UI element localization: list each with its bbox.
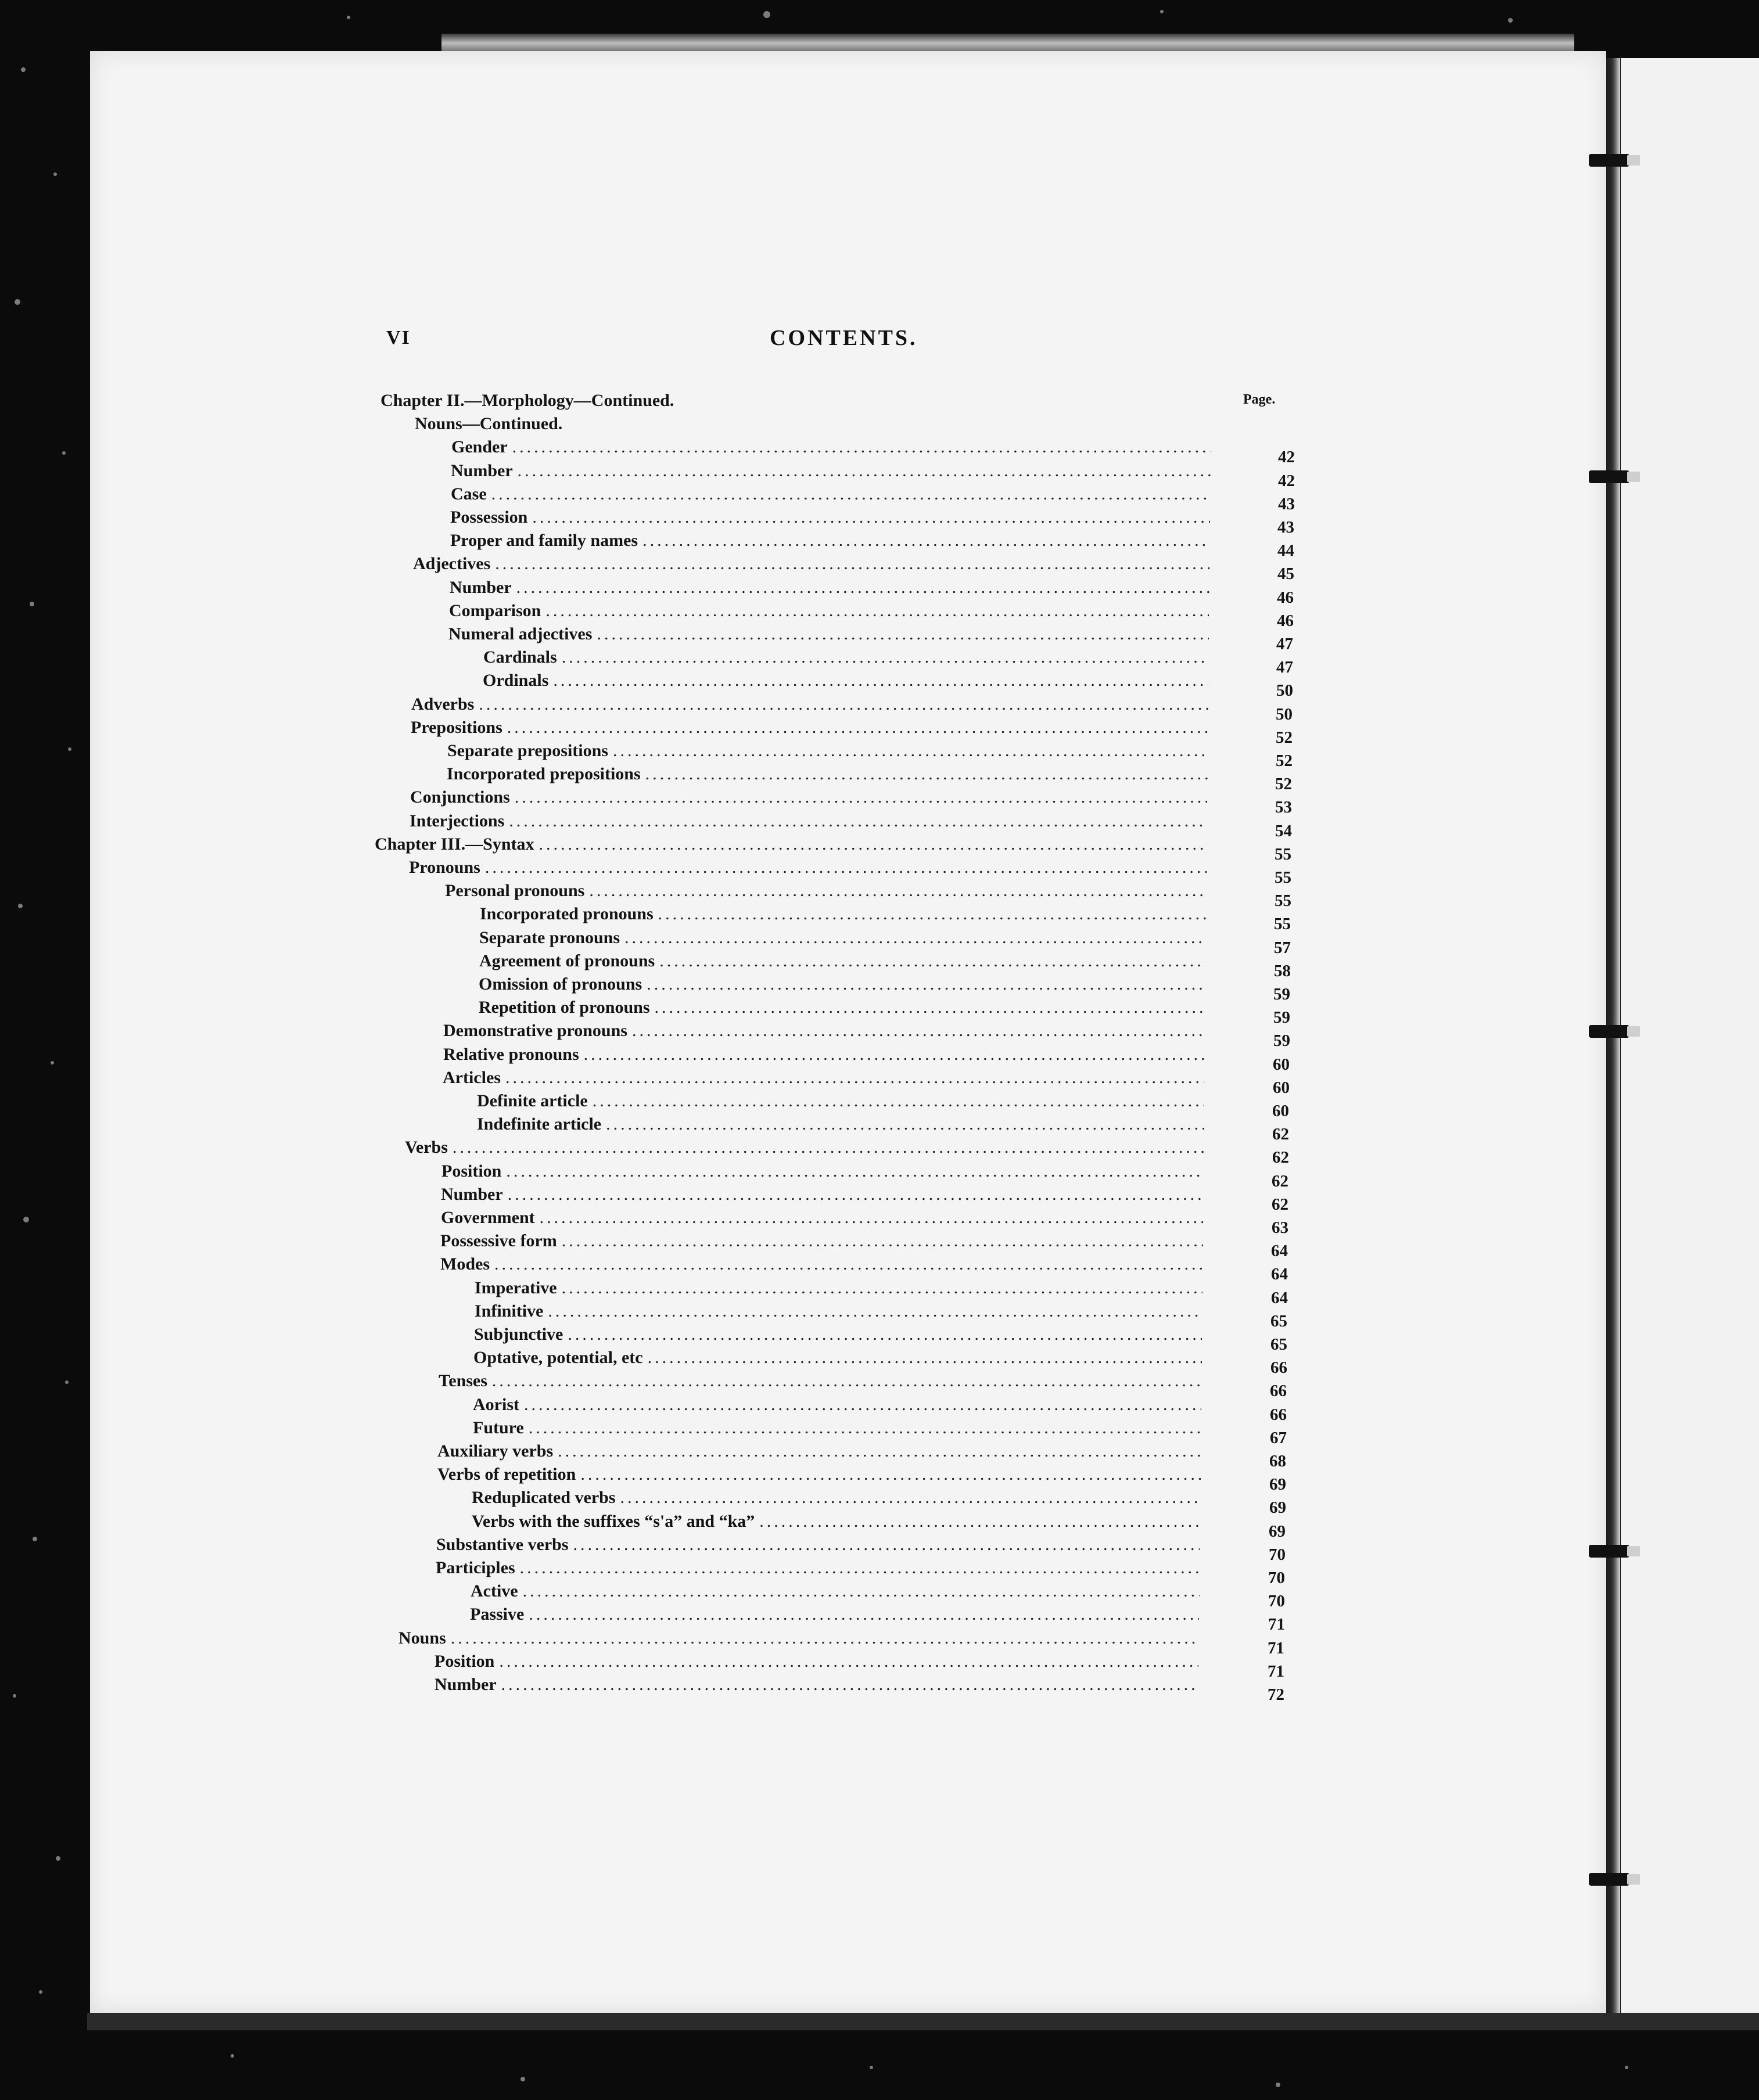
- toc-entry-label: Relative pronouns: [443, 1044, 579, 1064]
- dot-leader: [529, 1418, 1201, 1438]
- dot-leader: [645, 764, 1208, 784]
- dot-leader: [499, 1652, 1198, 1671]
- toc-entry-page: 69: [1269, 1498, 1286, 1518]
- toc-entry-page: 64: [1271, 1265, 1288, 1284]
- toc-entry: [450, 508, 1210, 531]
- toc-entry-label: Verbs with the suffixes “s'a” and “ka”: [472, 1511, 755, 1531]
- toc-entry-label: Verbs of repetition: [437, 1465, 576, 1484]
- toc-entry-page: 54: [1275, 821, 1292, 840]
- toc-entry-label: Participles: [436, 1558, 515, 1577]
- toc-entry-page: 42: [1278, 471, 1295, 490]
- toc-entry-label: Proper and family names: [450, 531, 638, 551]
- dot-leader: [529, 1605, 1199, 1624]
- toc-entry: [375, 835, 1207, 858]
- toc-entry-label: Nouns: [399, 1628, 446, 1648]
- toc-entry: [410, 811, 1207, 835]
- toc-entry: [443, 1021, 1205, 1044]
- toc-entry-page: 47: [1276, 658, 1293, 677]
- toc-entry-page: 62: [1272, 1125, 1289, 1144]
- toc-entry-label: Aorist: [473, 1394, 519, 1414]
- toc-entry-page: 53: [1275, 798, 1292, 817]
- toc-entry-label: Pronouns: [409, 858, 480, 877]
- toc-entry-label: Chapter II.—Morphology—Continued.: [380, 391, 674, 410]
- dot-leader: [553, 671, 1208, 691]
- dot-leader: [509, 811, 1207, 831]
- toc-entry-label: Ordinals: [483, 671, 549, 691]
- dot-leader: [512, 437, 1211, 457]
- toc-entry-page: 46: [1277, 588, 1294, 607]
- dot-leader: [548, 1301, 1202, 1321]
- dot-leader: [495, 554, 1209, 574]
- toc-entry-label: Demonstrative pronouns: [443, 1021, 627, 1041]
- toc-entry-page: 60: [1272, 1102, 1289, 1120]
- toc-entry-label: Optative, potential, etc: [473, 1348, 643, 1368]
- dot-leader: [539, 835, 1207, 854]
- toc-entry: [437, 1465, 1201, 1488]
- toc-entry-label: Possessive form: [440, 1231, 557, 1251]
- toc-entry-page: 65: [1270, 1335, 1287, 1354]
- toc-entry-page: 65: [1270, 1311, 1287, 1331]
- toc-entry-label: Nouns—Continued.: [415, 414, 563, 434]
- toc-entry-label: Position: [441, 1161, 502, 1181]
- dot-leader: [624, 928, 1206, 948]
- dot-leader: [523, 1581, 1200, 1601]
- toc-entry: [479, 951, 1205, 975]
- toc-entry-label: Conjunctions: [410, 788, 510, 807]
- toc-entry-label: Adjectives: [413, 554, 491, 574]
- toc-entry: [410, 788, 1207, 811]
- toc-entry-page: 50: [1276, 704, 1293, 724]
- toc-entry: [477, 1091, 1204, 1114]
- toc-entry-page: 71: [1268, 1662, 1284, 1681]
- toc-entry-page: 70: [1269, 1545, 1286, 1564]
- toc-entry: [475, 1301, 1202, 1325]
- toc-entry: [411, 718, 1208, 741]
- dot-leader: [642, 531, 1210, 551]
- toc-entry-page: 66: [1270, 1358, 1287, 1378]
- toc-entry-page: 70: [1268, 1569, 1285, 1587]
- toc-entry-page: 55: [1275, 891, 1291, 911]
- dot-leader: [613, 741, 1208, 761]
- dot-leader: [573, 1535, 1200, 1555]
- toc-entry-page: 62: [1272, 1171, 1288, 1191]
- dot-leader: [507, 718, 1208, 738]
- toc-entry-page: 59: [1273, 985, 1290, 1004]
- toc-entry: [475, 1278, 1202, 1301]
- dot-leader: [648, 1348, 1202, 1368]
- toc-entry: [436, 1558, 1200, 1581]
- toc-entry-page: 60: [1273, 1078, 1290, 1097]
- dot-leader: [584, 1045, 1205, 1065]
- dot-leader: [580, 1465, 1200, 1484]
- toc-entry: [479, 928, 1206, 951]
- toc-entry: [436, 1535, 1200, 1558]
- toc-entry-page: 46: [1277, 611, 1294, 630]
- dot-leader: [532, 508, 1210, 527]
- toc-entry: [472, 1512, 1200, 1535]
- toc-entry: [441, 1208, 1203, 1231]
- toc-entry: [440, 1254, 1202, 1278]
- dot-leader: [558, 1441, 1201, 1461]
- toc-entry-label: Future: [473, 1418, 524, 1437]
- toc-entry-page: 66: [1270, 1405, 1287, 1424]
- dot-leader: [479, 695, 1208, 714]
- toc-entry: [479, 975, 1205, 998]
- toc-entry-label: Cardinals: [483, 648, 557, 667]
- toc-entry: [439, 1371, 1201, 1394]
- toc-entry: [411, 695, 1208, 718]
- toc-entry-page: 45: [1277, 564, 1294, 584]
- toc-entry: [447, 741, 1208, 764]
- dot-leader: [589, 881, 1206, 901]
- dot-leader: [518, 461, 1211, 481]
- toc-entry: [483, 671, 1208, 694]
- toc-entry-label: Substantive verbs: [436, 1534, 569, 1554]
- page-title: CONTENTS.: [770, 326, 918, 350]
- toc-entry-page: 57: [1274, 938, 1291, 957]
- toc-entry: [415, 414, 1211, 437]
- dot-leader: [491, 484, 1211, 504]
- toc-entry: [474, 1325, 1202, 1348]
- toc-entry-label: Verbs: [405, 1138, 448, 1157]
- toc-entry-page: 55: [1275, 844, 1291, 864]
- toc-entry-page: 62: [1272, 1195, 1288, 1214]
- toc-entry-label: Modes: [440, 1254, 490, 1274]
- toc-entry-page: 52: [1275, 775, 1292, 794]
- toc-entry-page: 59: [1273, 1031, 1290, 1051]
- dot-leader: [647, 975, 1205, 994]
- dot-leader: [540, 1208, 1203, 1228]
- toc-entry-label: Possession: [450, 508, 528, 527]
- toc-entry-label: Auxiliary verbs: [437, 1441, 554, 1461]
- toc-entry-label: Gender: [451, 437, 508, 457]
- toc-entry-label: Indefinite article: [477, 1114, 602, 1134]
- toc-entry: [450, 531, 1210, 554]
- toc-entry-page: 67: [1270, 1428, 1287, 1447]
- toc-entry: [399, 1628, 1199, 1652]
- dot-leader: [515, 788, 1207, 807]
- toc-entry-label: Subjunctive: [474, 1325, 563, 1344]
- toc-entry: [473, 1395, 1201, 1418]
- toc-entry: [443, 1068, 1204, 1091]
- dot-leader: [506, 1162, 1203, 1181]
- toc-entry: [409, 858, 1207, 881]
- dot-leader: [508, 1185, 1204, 1204]
- toc-entry-page: 59: [1273, 1008, 1290, 1027]
- toc-entry-page: 69: [1269, 1522, 1286, 1541]
- toc-entry-page: 62: [1272, 1148, 1289, 1167]
- toc-entry-label: Number: [435, 1675, 497, 1694]
- dot-leader: [453, 1138, 1204, 1157]
- toc-entry: [480, 904, 1206, 927]
- dot-leader: [597, 624, 1209, 644]
- toc-entry-page: 71: [1268, 1615, 1285, 1634]
- dot-leader: [659, 951, 1205, 971]
- toc-entry-label: Position: [435, 1651, 495, 1671]
- dot-leader: [545, 601, 1209, 621]
- toc-entry: [445, 881, 1207, 904]
- toc-entry: [449, 601, 1209, 624]
- toc-entry-page: 42: [1278, 448, 1295, 467]
- toc-entry-label: Omission of pronouns: [479, 975, 642, 994]
- toc-entry-label: Prepositions: [411, 717, 502, 737]
- toc-entry-label: Tenses: [439, 1371, 487, 1391]
- toc-entry-label: Repetition of pronouns: [479, 998, 650, 1017]
- dot-leader: [494, 1254, 1202, 1274]
- toc-entry: [470, 1605, 1199, 1628]
- toc-entry-label: Numeral adjectives: [448, 624, 593, 643]
- dot-leader: [658, 904, 1207, 924]
- toc-entry: [437, 1441, 1201, 1465]
- dot-leader: [485, 858, 1207, 878]
- toc-entry: [405, 1138, 1204, 1161]
- toc-entry-label: Definite article: [477, 1091, 588, 1110]
- toc-entry-page: 43: [1277, 518, 1294, 537]
- toc-entry: [473, 1348, 1202, 1371]
- toc-entry: [479, 998, 1205, 1021]
- dot-leader: [451, 1628, 1199, 1648]
- toc-entry: [440, 1231, 1203, 1254]
- toc-entry-label: Agreement of pronouns: [479, 951, 655, 970]
- toc-entry-label: Separate prepositions: [447, 741, 608, 760]
- toc-entry-label: Government: [441, 1208, 535, 1227]
- dot-leader: [593, 1091, 1204, 1111]
- toc-entry: [472, 1488, 1200, 1511]
- toc-entry-page: 47: [1276, 635, 1293, 653]
- toc-entry-label: Active: [471, 1581, 518, 1601]
- dot-leader: [606, 1114, 1204, 1134]
- toc-entry-page: 64: [1271, 1242, 1288, 1261]
- toc-entry: [435, 1652, 1198, 1675]
- toc-entry-page: 50: [1276, 681, 1293, 700]
- toc-entry-page: 70: [1268, 1592, 1285, 1611]
- toc-entry-page: 66: [1270, 1382, 1287, 1401]
- dot-leader: [520, 1558, 1200, 1578]
- dot-leader: [655, 998, 1205, 1017]
- toc-entry: [441, 1185, 1203, 1208]
- toc-entry-label: Comparison: [449, 600, 541, 620]
- toc-entry-label: Case: [451, 484, 487, 504]
- toc-entry-label: Incorporated prepositions: [447, 764, 641, 784]
- toc-entry: [473, 1418, 1201, 1441]
- toc-entry-page: 71: [1268, 1638, 1284, 1657]
- dot-leader: [620, 1488, 1201, 1508]
- dot-leader: [562, 648, 1209, 667]
- toc-entry: [471, 1581, 1200, 1605]
- toc-entry: [380, 391, 1211, 414]
- toc-entry: [483, 648, 1209, 671]
- toc-entry-label: Infinitive: [475, 1301, 544, 1321]
- toc-entry-page: 64: [1271, 1288, 1288, 1307]
- dot-leader: [501, 1675, 1198, 1695]
- toc-entry: [447, 764, 1208, 788]
- toc-entry-label: Separate pronouns: [479, 927, 620, 947]
- dot-leader: [562, 1278, 1202, 1298]
- toc-entry-page: 55: [1274, 915, 1291, 934]
- toc-entry-page: 63: [1272, 1218, 1288, 1237]
- toc-entry-page: 60: [1273, 1055, 1290, 1074]
- toc-entry: [477, 1114, 1204, 1138]
- page-folio: VI: [386, 327, 411, 348]
- toc-entry-label: Number: [451, 461, 513, 480]
- toc-entry-label: Passive: [470, 1605, 525, 1624]
- toc-entry: [443, 1045, 1205, 1068]
- toc-entry: [448, 624, 1209, 648]
- toc-entry: [413, 554, 1209, 577]
- toc-entry-page: 52: [1276, 728, 1293, 747]
- toc-entry-label: Articles: [443, 1067, 501, 1087]
- toc-entry-page: 72: [1268, 1685, 1284, 1704]
- toc-entry: [450, 578, 1209, 601]
- toc-entry: [451, 461, 1211, 484]
- toc-entry: [451, 484, 1210, 508]
- dot-leader: [492, 1371, 1201, 1391]
- page-column-header: Page.: [1243, 392, 1276, 407]
- toc-entry-page: 43: [1278, 494, 1295, 513]
- toc-entry: [451, 437, 1211, 461]
- toc-entry-page: 68: [1269, 1452, 1286, 1470]
- toc-entry-label: Chapter III.—Syntax: [375, 834, 534, 854]
- dot-leader: [759, 1512, 1200, 1531]
- dot-leader: [516, 578, 1209, 598]
- toc-entry-page: 58: [1274, 961, 1291, 980]
- dot-leader: [568, 1325, 1202, 1344]
- dot-leader: [505, 1068, 1204, 1088]
- toc-entry-page: 69: [1269, 1475, 1286, 1494]
- toc-entry: [435, 1675, 1198, 1698]
- dot-leader: [632, 1021, 1205, 1041]
- dot-leader: [524, 1395, 1201, 1415]
- toc-entry-label: Personal pronouns: [445, 881, 585, 901]
- toc-entry-page: 44: [1277, 541, 1294, 560]
- toc-entry-label: Adverbs: [411, 694, 475, 714]
- toc-entry-label: Interjections: [410, 811, 505, 830]
- toc-entry-label: Number: [450, 577, 512, 597]
- toc-entry-label: Number: [441, 1184, 503, 1204]
- toc-entry-label: Reduplicated verbs: [472, 1488, 616, 1508]
- toc-entry-label: Incorporated pronouns: [480, 904, 654, 924]
- toc-entry-label: Imperative: [475, 1278, 557, 1297]
- toc-entry-page: 55: [1275, 868, 1291, 887]
- toc-entry: [441, 1162, 1204, 1185]
- dot-leader: [562, 1231, 1203, 1251]
- toc-entry-page: 52: [1276, 751, 1293, 770]
